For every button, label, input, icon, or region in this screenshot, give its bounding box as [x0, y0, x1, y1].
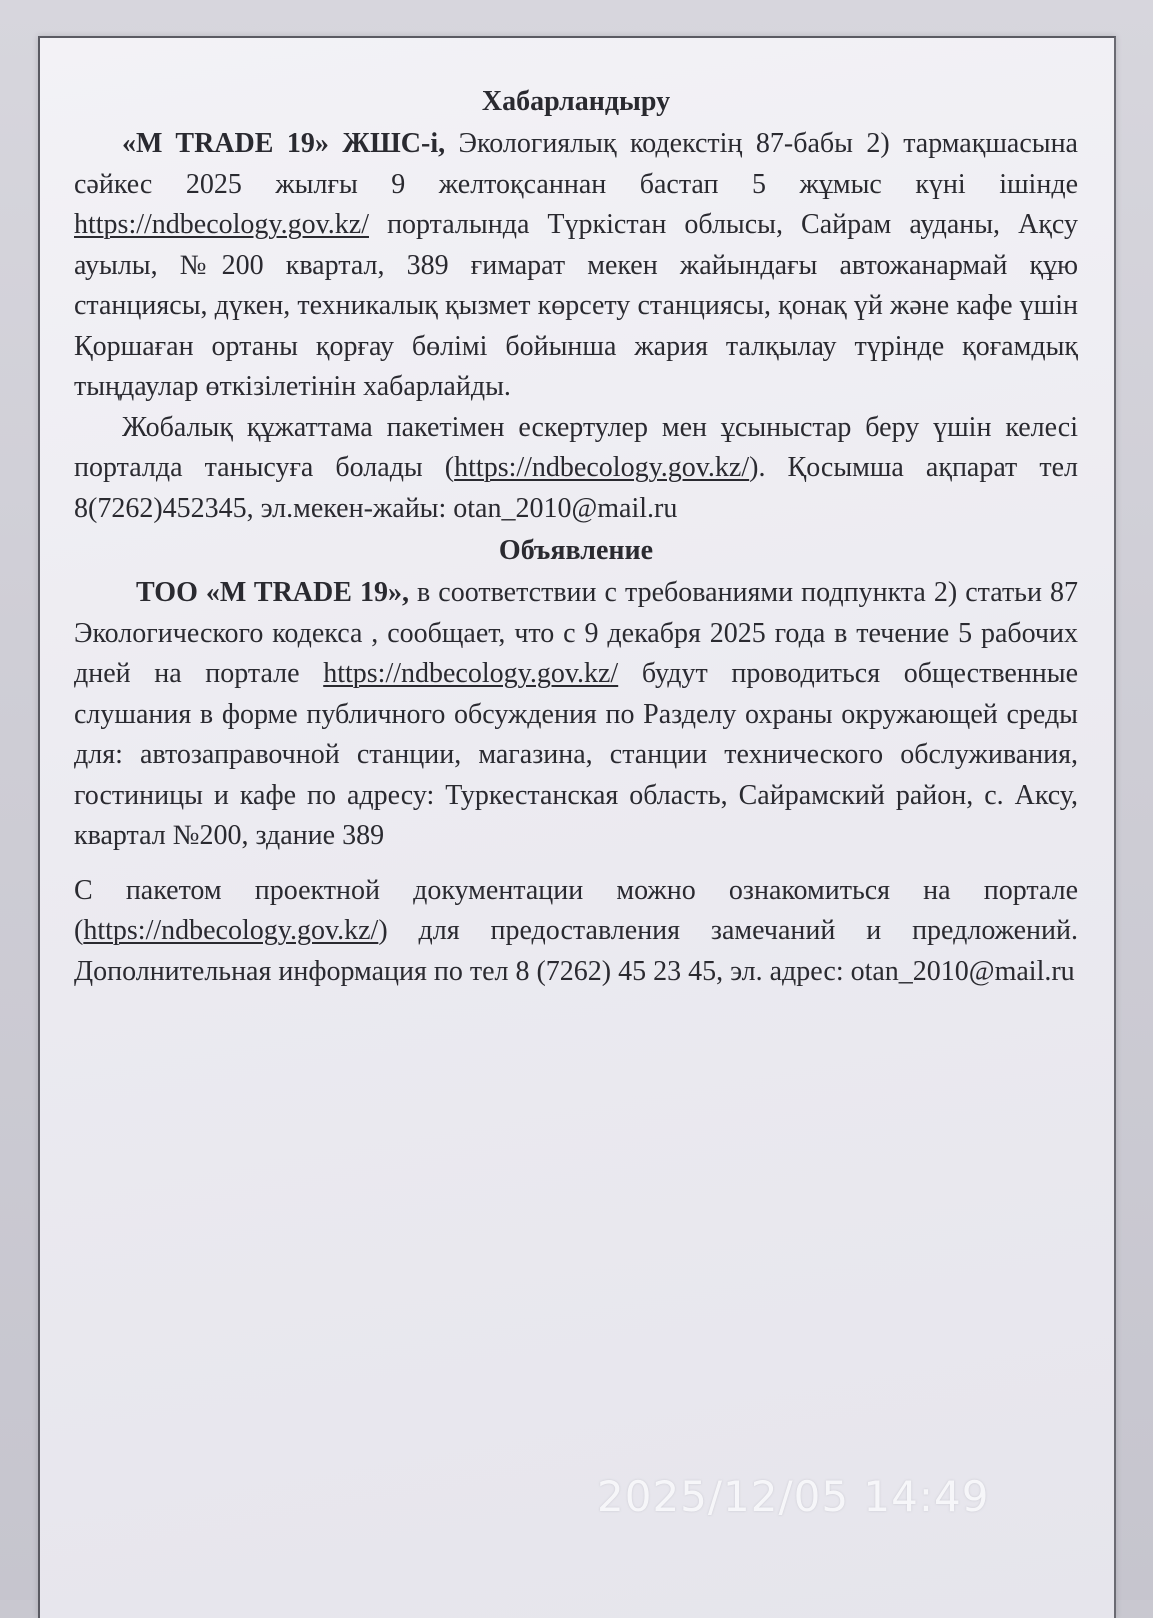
kz-paragraph-1-text-a: Экологиялық кодекстің 87-бабы 2) тармақшасына сәйкес 2025 жылғы 9 желтоқсаннан бастап 5 жұмыс күні ішінде: [74, 128, 1078, 200]
ru-paragraph-2: [74, 871, 1078, 993]
kz-notice-title: Хабарландыру: [481, 86, 671, 117]
kz-company-name: «M TRADE 19» ЖШС-і,: [122, 128, 446, 159]
kz-portal-link-2[interactable]: https://ndbecology.gov.kz/: [454, 452, 750, 483]
kz-paragraph-1: [74, 124, 1078, 408]
ru-notice-title: Объявление: [498, 535, 654, 566]
ru-portal-link[interactable]: https://ndbecology.gov.kz/: [323, 658, 619, 689]
ru-paragraph-2-text-a: С пакетом проектной документации можно ознакомиться на портале (: [74, 874, 1078, 946]
kz-paragraph-2: [74, 408, 1078, 530]
ru-company-name: ТОО «M TRADE 19»,: [136, 577, 409, 608]
kz-paragraph-1-text-b: порталында Түркістан облысы, Сайрам ауданы, Ақсу ауылы, №200 квартал, 389 ғимарат мекен жайындағы автожанармай құю станциясы, дүкен, техникалық қызмет көрсету станциясы, қонақ үй және кафе үшін Қоршаған ортаны қорғау бөлімі бойынша жария талқылау түрінде қоғамдық тыңдаулар өткізілетінін хабарлайды.: [74, 209, 1078, 402]
kz-paragraph-2-text-a: Жобалық құжаттама пакетімен ескертулер мен ұсыныстар беру үшін келесі порталда танысуға болады (: [74, 411, 1078, 483]
ru-paragraph-1-text-a: в соответствии с требованиями подпункта 2) статьи 87 Экологического кодекса , сообщает, что с 9 декабря 2025 года в течение 5 рабочих дней на портале: [74, 577, 1078, 689]
kz-paragraph-2-text-b: ). Қосымша ақпарат тел 8(7262)452345, эл.мекен-жайы: otan_2010@mail.ru: [74, 452, 1078, 524]
paragraph-gap: [74, 857, 1078, 871]
notice-content: [74, 80, 1078, 992]
ru-paragraph-1-text-b: будут проводиться общественные слушания в форме публичного обсуждения по Разделу охраны окружающей среды для: автозаправочной станции, магазина, станции технического обслуживания, гостиницы и кафе по адресу: Туркестанская область, Сайрамский район, с. Аксу, квартал №200, здание 389: [74, 658, 1079, 851]
ru-portal-link-2[interactable]: https://ndbecology.gov.kz/: [83, 915, 379, 946]
ru-paragraph-2-text-b: ) для предоставления замечаний и предложений. Дополнительная информация по тел 8 (7262) 45 23 45, эл. адрес: otan_2010@mail.ru: [74, 915, 1078, 987]
kz-portal-link[interactable]: https://ndbecology.gov.kz/: [74, 209, 369, 240]
photo-timestamp: 2025/12/05 14:49: [597, 1472, 990, 1521]
ru-paragraph-1: [74, 573, 1078, 857]
